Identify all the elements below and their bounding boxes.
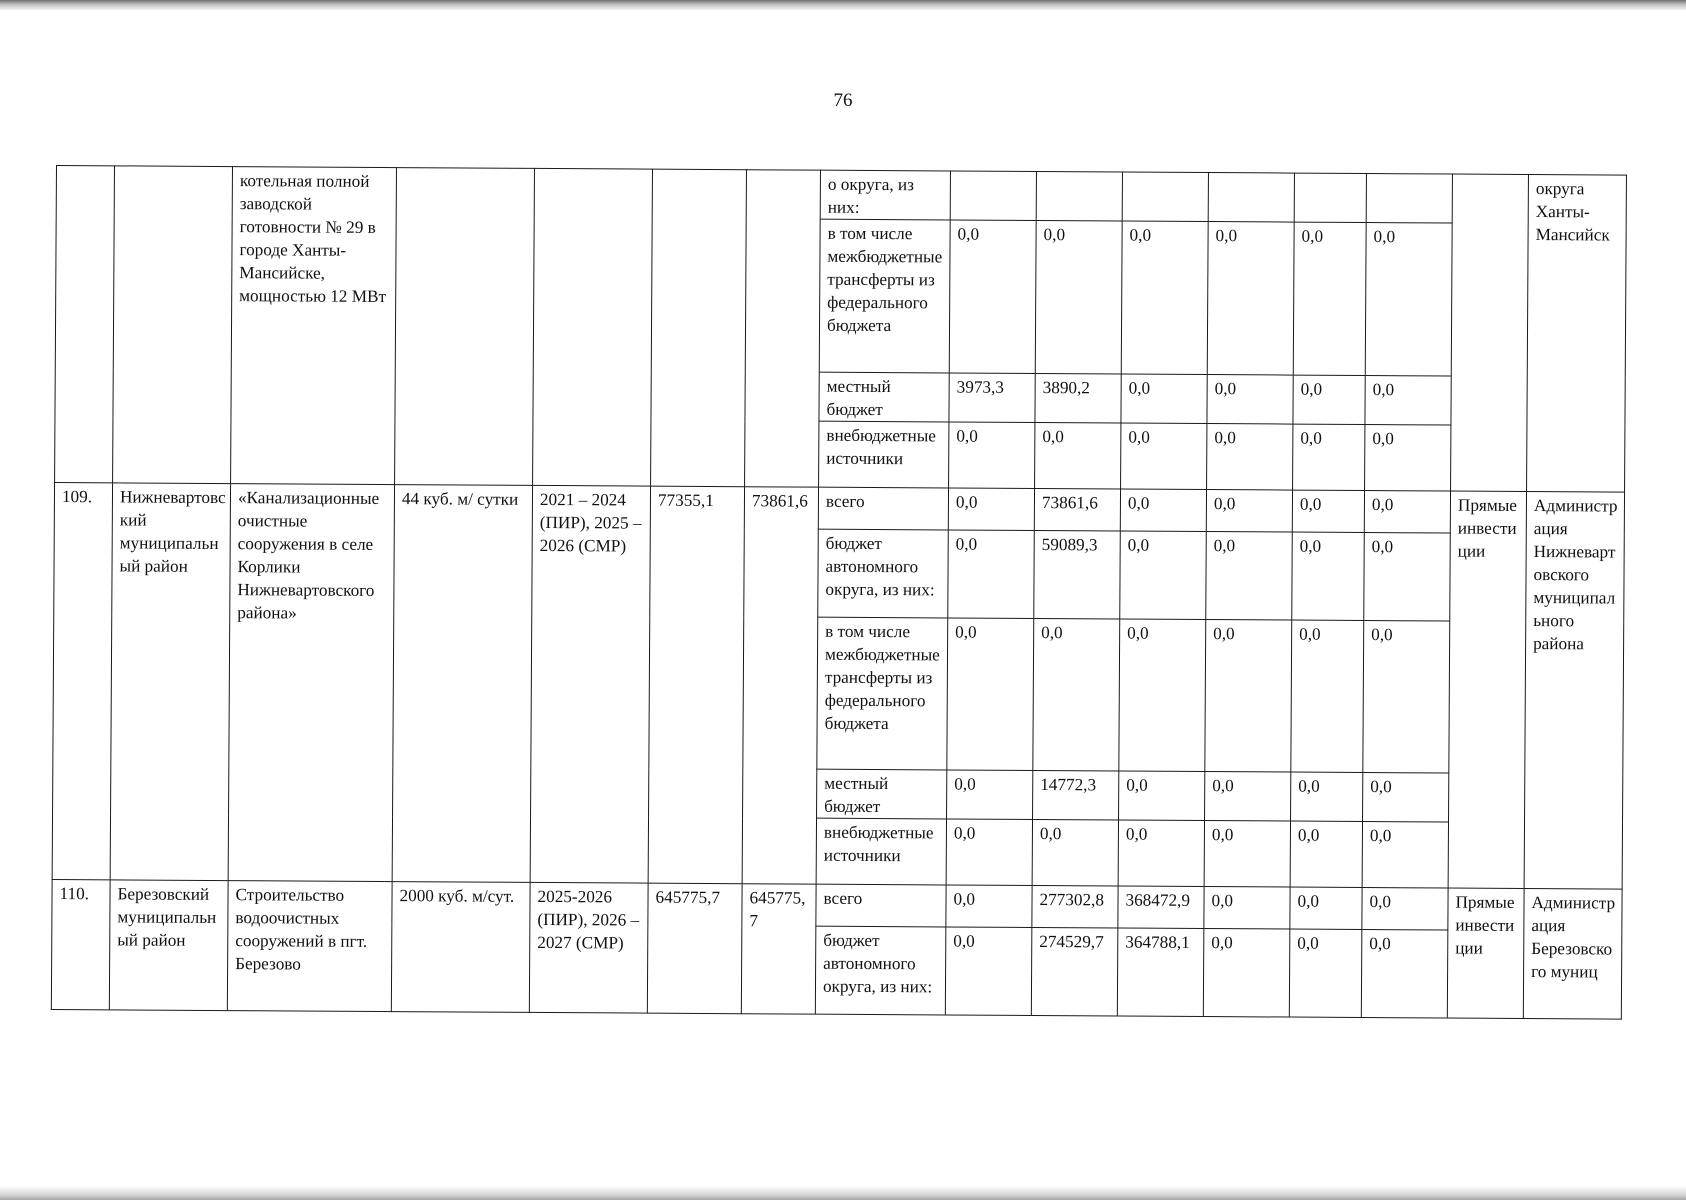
funding-value-cell: 0,0 [1289, 929, 1362, 1017]
cost-total-cell: 77355,1 [648, 486, 744, 884]
responsible-cell: Администрация Нижневартовского муниципального района [1524, 491, 1624, 889]
funding-value-cell: 0,0 [1032, 819, 1118, 886]
funding-value-cell: 0,0 [1365, 425, 1451, 492]
funding-value-cell [1036, 171, 1122, 221]
scan-edge-top [0, 0, 1686, 10]
funding-value-cell: 0,0 [1362, 887, 1448, 930]
funding-value-cell: 364788,1 [1117, 928, 1204, 1017]
funding-value-cell: 0,0 [1207, 375, 1293, 425]
funding-value-cell: 0,0 [1119, 619, 1206, 772]
funding-value-cell: 0,0 [1207, 222, 1294, 376]
funding-value-cell: 0,0 [1290, 821, 1362, 887]
period-cell [533, 168, 653, 486]
funding-value-cell: 0,0 [1292, 490, 1364, 532]
funding-source-label: бюджет автономного округа, из них: [815, 926, 946, 1015]
table-row [56, 166, 1626, 225]
funding-value-cell: 0,0 [1121, 221, 1208, 375]
funding-value-cell: 0,0 [1204, 887, 1290, 930]
funding-value-cell: 73861,6 [1034, 488, 1120, 531]
funding-value-cell: 0,0 [946, 885, 1032, 928]
cost-remaining-cell: 645775,7 [741, 884, 816, 1014]
object-name-cell: Строительство водоочистных сооружений в пгт. Березово [227, 881, 392, 1012]
funding-value-cell: 0,0 [1293, 222, 1366, 375]
funding-value-cell: 0,0 [1293, 375, 1365, 424]
period-cell: 2021 – 2024 (ПИР), 2025 – 2026 (СМР) [530, 485, 650, 883]
investment-table [51, 165, 1627, 1020]
responsible-cell: Администрация Березовского муниц [1523, 888, 1622, 1019]
funding-value-cell [1366, 174, 1452, 224]
funding-value-cell: 0,0 [1206, 490, 1292, 533]
funding-value-cell: 0,0 [1120, 489, 1206, 532]
funding-value-cell: 0,0 [947, 770, 1033, 820]
funding-source-label: о округа, из них: [820, 170, 950, 220]
table-body [51, 166, 1626, 1020]
funding-value-cell: 0,0 [1293, 424, 1365, 490]
object-name-cell: котельная полной заводской готовности № 29 в городе Ханты-Мансийске, мощностью 12 МВт [231, 167, 397, 485]
investment-type-cell: Прямые инвестиции [1448, 491, 1526, 888]
funding-value-cell: 0,0 [1291, 620, 1364, 772]
municipality-cell: Нижневартовский муниципальный район [110, 483, 230, 881]
funding-source-label: всего [816, 884, 946, 927]
row-number-cell: 110. [51, 879, 110, 1009]
funding-value-cell [1294, 173, 1366, 222]
cost-remaining-cell [745, 170, 821, 487]
scan-edge-bottom [0, 1186, 1686, 1200]
funding-value-cell: 0,0 [1365, 376, 1451, 426]
funding-source-label: всего [818, 487, 948, 530]
funding-value-cell: 0,0 [1035, 220, 1122, 374]
funding-value-cell [950, 171, 1036, 221]
funding-value-cell [1122, 172, 1208, 222]
funding-value-cell: 0,0 [1290, 887, 1362, 929]
funding-value-cell: 0,0 [949, 422, 1035, 489]
municipality-cell: Березовский муниципальный район [109, 880, 228, 1011]
period-cell: 2025-2026 (ПИР), 2026 – 2027 (СМР) [529, 882, 648, 1013]
funding-value-cell: 0,0 [1364, 532, 1451, 621]
investment-type-cell [1451, 174, 1529, 491]
capacity-cell: 2000 куб. м/сут. [391, 882, 530, 1013]
funding-value-cell: 0,0 [947, 618, 1034, 771]
funding-source-label: внебюджетные источники [816, 818, 946, 885]
funding-value-cell: 0,0 [1120, 531, 1207, 620]
table-row [52, 879, 1622, 931]
cost-total-cell [651, 169, 747, 487]
funding-value-cell: 0,0 [948, 530, 1035, 619]
object-name-cell: «Канализационные очистные сооружения в селе Корлики Нижневартовского района» [228, 484, 394, 882]
funding-value-cell [1208, 173, 1294, 223]
funding-value-cell: 0,0 [1118, 820, 1204, 887]
funding-value-cell: 3973,3 [949, 373, 1035, 423]
funding-value-cell: 0,0 [1205, 620, 1292, 773]
funding-value-cell: 0,0 [1121, 374, 1207, 424]
municipality-cell [113, 166, 233, 484]
funding-value-cell: 0,0 [1362, 821, 1448, 888]
capacity-cell: 44 куб. м/ сутки [392, 485, 532, 883]
funding-value-cell: 0,0 [1291, 772, 1363, 821]
funding-value-cell: 0,0 [1361, 929, 1448, 1018]
funding-value-cell: 0,0 [1204, 821, 1290, 888]
funding-value-cell: 0,0 [1119, 771, 1205, 821]
funding-source-label: внебюджетные источники [819, 421, 949, 488]
funding-value-cell: 59089,3 [1034, 530, 1121, 619]
cost-total-cell: 645775,7 [647, 883, 742, 1014]
row-number-cell [55, 166, 115, 483]
capacity-cell [395, 168, 535, 486]
row-number-cell: 109. [52, 482, 112, 879]
funding-value-cell: 0,0 [1364, 490, 1450, 533]
investment-type-cell: Прямые инвестиции [1447, 888, 1524, 1018]
funding-value-cell: 0,0 [946, 819, 1032, 886]
responsible-cell: округа Ханты-Мансийск [1527, 174, 1627, 492]
funding-source-label: в том числе межбюджетные трансферты из федерального бюджета [819, 219, 950, 373]
funding-value-cell: 0,0 [945, 927, 1032, 1016]
funding-value-cell: 14772,3 [1033, 770, 1119, 820]
funding-value-cell: 0,0 [1207, 424, 1293, 491]
funding-value-cell: 0,0 [1206, 532, 1293, 621]
funding-value-cell: 0,0 [1292, 532, 1365, 620]
funding-value-cell: 0,0 [1203, 929, 1290, 1018]
funding-source-label: бюджет автономного округа, из них: [818, 529, 949, 618]
funding-value-cell: 277302,8 [1032, 885, 1118, 928]
funding-value-cell: 0,0 [948, 488, 1034, 531]
funding-value-cell: 0,0 [1035, 422, 1121, 489]
cost-remaining-cell: 73861,6 [742, 487, 818, 884]
funding-value-cell: 0,0 [1365, 223, 1452, 377]
funding-source-label: местный бюджет [819, 372, 949, 422]
funding-value-cell: 368472,9 [1118, 886, 1204, 929]
page-number: 76 [833, 90, 853, 111]
table-row [54, 482, 1624, 534]
funding-value-cell: 3890,2 [1035, 373, 1121, 423]
funding-value-cell: 0,0 [1121, 423, 1207, 490]
funding-value-cell: 0,0 [1363, 772, 1449, 822]
funding-value-cell: 0,0 [1205, 772, 1291, 822]
funding-source-label: в том числе межбюджетные трансферты из федерального бюджета [817, 617, 948, 770]
funding-value-cell: 0,0 [1033, 618, 1120, 771]
funding-source-label: местный бюджет [817, 769, 947, 819]
funding-value-cell: 0,0 [949, 220, 1036, 374]
funding-value-cell: 0,0 [1363, 620, 1450, 773]
funding-value-cell: 274529,7 [1031, 927, 1118, 1016]
